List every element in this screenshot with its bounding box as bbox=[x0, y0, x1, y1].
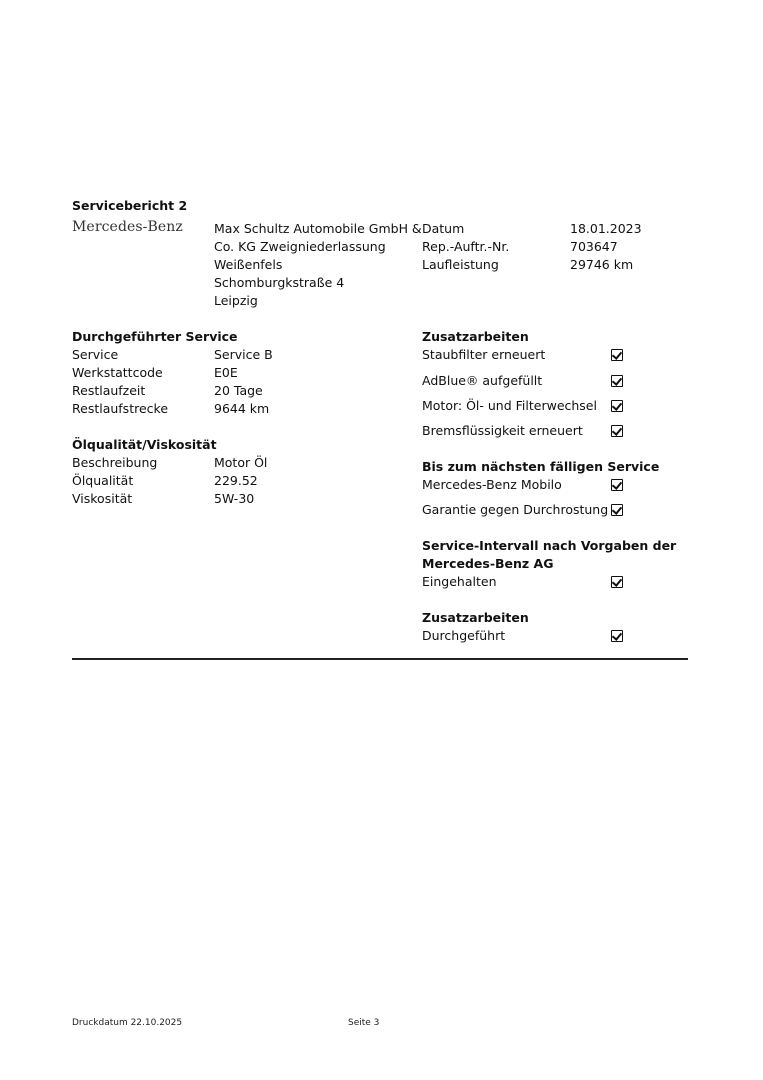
service-label: Restlaufstrecke bbox=[72, 401, 169, 416]
service-label: Restlaufzeit bbox=[72, 383, 146, 398]
extra-work-label: Staubfilter erneuert bbox=[422, 347, 546, 362]
service-label: Service bbox=[72, 347, 119, 362]
extra-work-2-label: Durchgeführt bbox=[422, 628, 506, 643]
dealer-line: Leipzig bbox=[214, 293, 258, 308]
until-next-label: Mercedes-Benz Mobilo bbox=[422, 477, 562, 492]
service-value: E0E bbox=[214, 365, 238, 380]
dealer-address bbox=[214, 220, 422, 310]
oil-label: Ölqualität bbox=[72, 473, 134, 488]
checkbox-checked-icon bbox=[611, 400, 623, 412]
print-date: Druckdatum 22.10.2025 bbox=[72, 1018, 183, 1028]
oil-value: 5W-30 bbox=[214, 491, 255, 506]
checkbox-checked-icon bbox=[611, 576, 623, 588]
section-divider bbox=[72, 658, 688, 660]
brand-logo-text: Mercedes-Benz bbox=[72, 219, 183, 235]
oil-label: Beschreibung bbox=[72, 455, 158, 470]
checkbox-checked-icon bbox=[611, 349, 623, 361]
checkbox-checked-icon bbox=[611, 425, 623, 437]
service-value: 9644 km bbox=[214, 401, 270, 416]
meta-value-date: 18.01.2023 bbox=[570, 221, 642, 236]
dealer-line: Schomburgkstraße 4 bbox=[214, 275, 345, 290]
until-next-heading: Bis zum nächsten fälligen Service bbox=[422, 459, 660, 474]
service-label: Werkstattcode bbox=[72, 365, 163, 380]
meta-label-order: Rep.-Auftr.-Nr. bbox=[422, 239, 510, 254]
report-title: Servicebericht 2 bbox=[72, 198, 188, 213]
meta-label-date: Datum bbox=[422, 221, 465, 236]
extra-work-label: Bremsflüssigkeit erneuert bbox=[422, 423, 583, 438]
meta-value-order: 703647 bbox=[570, 239, 618, 254]
dealer-line: Max Schultz Automobile GmbH & bbox=[214, 221, 422, 236]
checkbox-checked-icon bbox=[611, 375, 623, 387]
meta-value-mileage: 29746 km bbox=[570, 257, 634, 272]
checkbox-checked-icon bbox=[611, 479, 623, 491]
oil-value: 229.52 bbox=[214, 473, 258, 488]
extra-work-label: Motor: Öl- und Filterwechsel bbox=[422, 398, 597, 413]
extra-work-heading: Zusatzarbeiten bbox=[422, 329, 529, 344]
oil-label: Viskosität bbox=[72, 491, 133, 506]
dealer-line: Weißenfels bbox=[214, 257, 283, 272]
interval-heading-line: Service-Intervall nach Vorgaben der bbox=[422, 538, 677, 553]
extra-work-2-heading: Zusatzarbeiten bbox=[422, 610, 529, 625]
meta-label-mileage: Laufleistung bbox=[422, 257, 499, 272]
checkbox-checked-icon bbox=[611, 630, 623, 642]
service-heading: Durchgeführter Service bbox=[72, 329, 238, 344]
oil-value: Motor Öl bbox=[214, 455, 268, 470]
checkbox-checked-icon bbox=[611, 504, 623, 516]
extra-work-label: AdBlue® aufgefüllt bbox=[422, 373, 543, 388]
page-number: Seite 3 bbox=[348, 1018, 380, 1028]
service-value: Service B bbox=[214, 347, 273, 362]
dealer-line: Co. KG Zweigniederlassung bbox=[214, 239, 386, 254]
until-next-label: Garantie gegen Durchrostung bbox=[422, 502, 609, 517]
interval-label: Eingehalten bbox=[422, 574, 497, 589]
interval-heading-line: Mercedes-Benz AG bbox=[422, 556, 554, 571]
oil-heading: Ölqualität/Viskosität bbox=[72, 437, 217, 452]
service-value: 20 Tage bbox=[214, 383, 263, 398]
